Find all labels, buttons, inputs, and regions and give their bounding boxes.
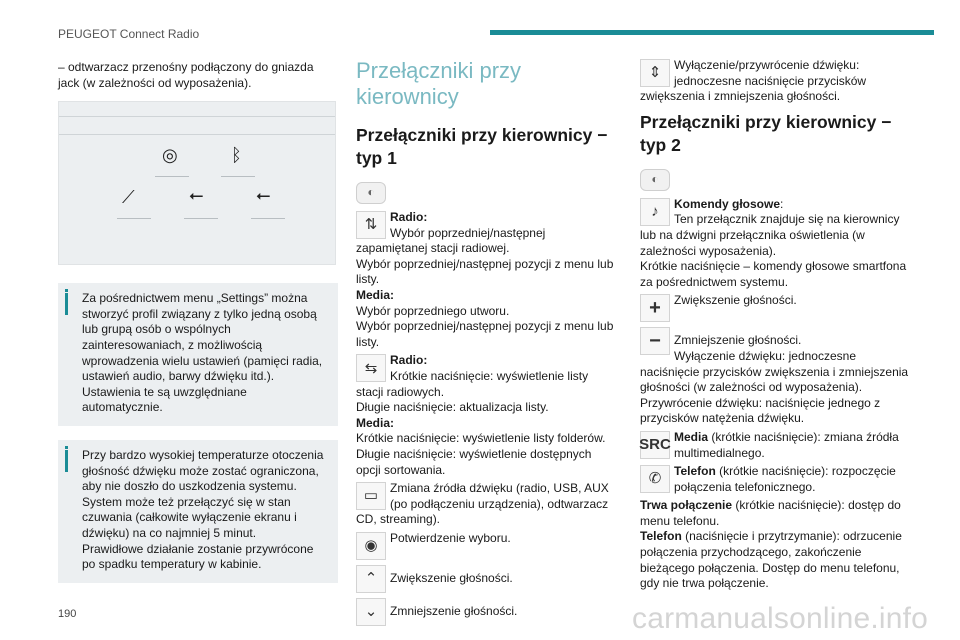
minus-icon: − — [640, 327, 670, 355]
control-item-volume-up — [356, 564, 618, 594]
item-text: Przywrócenie dźwięku: naciśnięcie jednego z przycisków natężenia dźwięku. — [640, 395, 881, 426]
section-title: Przełączniki przy kierownicy — [356, 58, 522, 109]
usb-icon: ⭠ — [256, 185, 271, 206]
page-number: 190 — [58, 608, 77, 620]
steering-wheel-icon: ◐ — [640, 169, 670, 191]
control-item-plus — [640, 293, 910, 323]
intro-text: – odtwarzacz przenośny podłączony do gniazda jack (w zależności od wyposażenia). — [58, 60, 314, 90]
icon-underline — [184, 218, 218, 219]
usb-icon: ⭠ — [189, 185, 204, 206]
item-text: Wyłączenie/przywrócenie dźwięku: jednoczesne naciśnięcie przycisków zwiększenia i zmniejszenia głośności. — [640, 58, 867, 104]
column-middle — [356, 58, 618, 630]
item-text: Długie naciśnięcie: wyświetlenie dostępnych opcji sortowania. — [356, 446, 592, 477]
screen-divider — [59, 134, 335, 135]
item-text: Wyłączenie dźwięku: jednoczesne naciśnięcie przycisków zwiększenia i zmniejszenia głośności (w zależności od wyposażenia). — [640, 348, 909, 395]
info-icon — [65, 446, 68, 449]
item-text: (krótkie naciśnięcie): zmiana źródła multimedialnego. — [674, 429, 899, 460]
item-text: Krótkie naciśnięcie: wyświetlenie listy stacji radiowych. — [356, 368, 589, 399]
item-text: Zmniejszenie głośności. — [390, 603, 518, 618]
item-heading: Media — [674, 429, 709, 444]
source-screen-illustration — [58, 101, 336, 265]
item-text: Wybór poprzedniej/następnej pozycji z menu lub listy. — [356, 319, 614, 349]
subsection-title-type1: Przełączniki przy kierownicy − typ 1 — [356, 125, 608, 168]
item-text: Zwiększenie głośności. — [390, 570, 513, 585]
control-item-seek — [356, 210, 618, 350]
item-heading: Media: — [356, 415, 395, 430]
item-text: Wybór poprzedniego utworu. — [356, 303, 510, 318]
steering-control-mute-icon: ⇕ — [640, 59, 670, 87]
info-text: Przy bardzo wysokiej temperaturze otoczenia głośność dźwięku może zostać ograniczona, aby nie doszło do uszkodzenia systemu. System może też przełączyć się w stan czuwania (całkowite wyłączenie ekranu i dźwięku) na co najmniej 5 minut. — [82, 447, 324, 540]
item-heading: Media: — [356, 287, 395, 302]
item-text: Wybór poprzedniej/następnej pozycji z menu lub listy. — [356, 256, 614, 287]
steering-wheel-icon: ◐ — [356, 182, 386, 204]
control-item-phone — [640, 464, 910, 495]
item-heading: Komendy głosowe — [674, 196, 781, 211]
info-box-temperature — [58, 440, 338, 583]
info-icon — [65, 289, 68, 292]
bluetooth-icon: ᛒ — [231, 145, 242, 166]
item-text: Krótkie naciśnięcie: wyświetlenie listy folderów. — [356, 431, 606, 446]
control-item-confirm — [356, 531, 618, 561]
item-heading: Radio: — [390, 353, 428, 368]
phone-long-press-text: Telefon (naciśnięcie i przytrzymanie): odrzucenie połączenia przychodzącego, zakończenie bieżącego połączenia. Dostęp do menu telefonu, gdy nie trwa połączenie. — [640, 529, 902, 591]
header-accent-bar — [490, 30, 934, 35]
item-text: Zmiana źródła dźwięku (radio, USB, AUX (po podłączeniu urządzenia), odtwarzacz CD, streaming). — [356, 481, 609, 527]
steering-control-volume-up-icon: ⌃ — [356, 565, 386, 593]
icon-underline — [155, 176, 189, 177]
jack-cable-icon: ⟋ — [122, 187, 135, 208]
info-icon-bar — [65, 293, 68, 315]
control-item-minus — [640, 326, 910, 427]
control-item-list — [356, 353, 618, 478]
info-text: Za pośrednictwem menu „Settings” można stworzyć profil związany z tylko jedną osobą lub grupą osób o wspólnych zainteresowaniach, z możliwością wprowadzenia wielu ustawień (pamięci radia, ustawień audio, barwy dźwięku itd.). Ustawienia te są uwzględniane automatycznie. — [82, 291, 323, 415]
item-heading: Telefon — [674, 464, 716, 479]
src-button-icon: SRC — [640, 431, 670, 459]
voice-command-icon: ♪ — [640, 198, 670, 226]
icon-underline — [221, 176, 255, 177]
plus-icon: + — [640, 294, 670, 322]
icon-underline — [251, 218, 285, 219]
header-title: PEUGEOT Connect Radio — [58, 27, 200, 41]
control-item-volume-down — [356, 597, 618, 627]
item-text: Ten przełącznik znajduje się na kierownicy lub na dźwigni przełącznika oświetlenia (w zależności wyposażenia). — [640, 212, 900, 258]
item-text: Krótkie naciśnięcie – komendy głosowe smartfona za pośrednictwem systemu. — [640, 259, 907, 289]
column-left — [58, 60, 338, 583]
control-item-voice: ♪ Komendy głosowe: Ten przełącznik znajduje się na kierownicy lub na dźwigni przełącznika oświetlenia (w zależności wyposażenia). Krótkie naciśnięcie – komendy głosowe smartfona za pośrednictwem systemu. — [640, 197, 910, 291]
steering-control-seek-icon: ⇅ — [356, 211, 386, 239]
info-icon-bar — [65, 450, 68, 472]
steering-control-source-icon: ▭ — [356, 482, 386, 510]
control-item-source — [356, 481, 618, 528]
item-text: Potwierdzenie wyboru. — [390, 530, 511, 545]
control-item-src — [640, 430, 910, 461]
item-text: Długie naciśnięcie: aktualizacja listy. — [356, 400, 549, 415]
steering-control-confirm-icon: ◉ — [356, 532, 386, 560]
steering-control-list-icon: ⇆ — [356, 354, 386, 382]
screen-divider — [59, 116, 335, 117]
item-heading: Radio: — [390, 210, 428, 224]
item-text: (krótkie naciśnięcie): rozpoczęcie połączenia telefonicznego. — [674, 464, 896, 494]
subsection-title-type2: Przełączniki przy kierownicy − typ 2 — [640, 111, 892, 155]
call-in-progress-text: Trwa połączenie (krótkie naciśnięcie): dostęp do menu telefonu. — [640, 498, 901, 528]
item-text: Zwiększenie głośności. — [674, 293, 797, 308]
info-box-settings — [58, 283, 338, 426]
wireless-signal-icon: ◎ — [162, 145, 178, 166]
watermark: carmanualsonline.info — [632, 602, 929, 635]
icon-underline — [117, 218, 151, 219]
column-right — [640, 58, 910, 592]
phone-icon: ✆ — [640, 465, 670, 493]
info-text: Prawidłowe działanie zostanie przywrócone po spadku temperatury w kabinie. — [82, 541, 314, 572]
item-text: Zmniejszenie głośności. — [674, 333, 802, 348]
steering-control-volume-down-icon: ⌄ — [356, 598, 386, 626]
item-text: Wybór poprzedniej/następnej zapamiętanej stacji radiowej. — [356, 225, 546, 256]
control-item-mute — [640, 58, 910, 105]
